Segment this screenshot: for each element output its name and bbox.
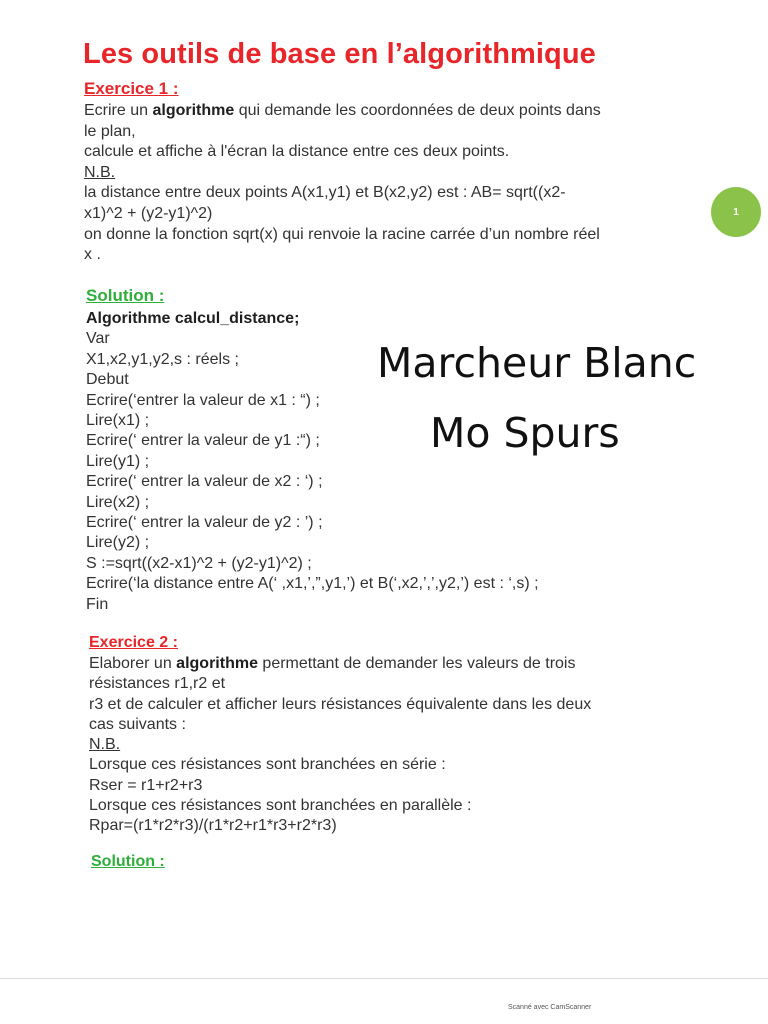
exercise-2-line-8: Lorsque ces résistances sont branchées en parallèle : — [89, 797, 472, 815]
exercise-2-heading: Exercice 2 : — [89, 634, 178, 651]
algorithm-name — [86, 309, 539, 329]
solution-1-heading: Solution : — [86, 286, 165, 305]
code-line: X1,x2,y1,y2,s : réels ; — [86, 350, 239, 368]
code-line: S :=sqrt((x2-x1)^2 + (y2-y1)^2) ; — [86, 554, 312, 572]
footer-divider — [0, 978, 768, 979]
overlay-text-line-1: Marcheur Blanc — [377, 339, 697, 387]
exercise-2-line-2: résistances r1,r2 et — [89, 675, 226, 693]
code-line: Var — [86, 330, 110, 348]
exercise-1-heading: Exercice 1 : — [84, 79, 179, 98]
code-line: Fin — [86, 595, 109, 613]
overlay-text-line-2: Mo Spurs — [430, 409, 620, 457]
code-line: Ecrire(‘la distance entre A(‘ ,x1,’,”,y1,’) et B(‘,x2,’,’,y2,’) est : ‘,s) ; — [86, 575, 539, 593]
nb-label: N.B. — [89, 736, 121, 754]
code-line: Lire(x1) ; — [86, 412, 150, 430]
exercise-2-line-6: Lorsque ces résistances sont branchées en série : — [89, 756, 446, 774]
exercise-1-line-8: x . — [84, 246, 101, 264]
code-line: Ecrire(‘ entrer la valeur de y2 : ’) ; — [86, 514, 323, 532]
exercise-2-line-3: r3 et de calculer et afficher leurs résistances équivalente dans les deux — [89, 695, 592, 713]
code-line: Ecrire(‘ entrer la valeur de x2 : ‘) ; — [86, 473, 323, 491]
exercise-1-line-6: x1)^2 + (y2-y1)^2) — [84, 204, 213, 222]
exercise-1-line-1 — [84, 101, 601, 122]
bold-keyword: algorithme — [152, 102, 235, 119]
code-line: Debut — [86, 371, 129, 389]
code-line: Lire(x2) ; — [86, 493, 150, 511]
nb-label: N.B. — [84, 163, 116, 181]
code-line: Lire(y1) ; — [86, 452, 150, 470]
text-segment: Elaborer un — [89, 655, 177, 672]
exercise-1-line-7: on donne la fonction sqrt(x) qui renvoie la racine carrée d’un nombre réel — [84, 225, 600, 243]
exercise-2-line-7: Rser = r1+r2+r3 — [89, 776, 203, 794]
code-line: Ecrire(‘entrer la valeur de x1 : “) ; — [86, 391, 320, 409]
bold-keyword: algorithme — [176, 655, 258, 672]
exercise-2-line-1 — [89, 654, 591, 674]
page-number-badge: 1 — [711, 187, 761, 237]
page-title: Les outils de base en l’algorithmique — [83, 38, 596, 70]
exercise-1-line-3: calcule et affiche à l'écran la distance entre ces deux points. — [84, 143, 510, 161]
exercise-2-statement — [89, 654, 591, 837]
text-segment: permettant de demander les valeurs de trois — [257, 655, 576, 672]
scanner-footer: Scanné avec CamScanner — [508, 1004, 592, 1011]
text-segment: Ecrire un — [84, 102, 153, 119]
code-line: Lire(y2) ; — [86, 534, 150, 552]
algorithm-name-text: Algorithme calcul_distance; — [86, 310, 300, 327]
exercise-1-statement — [84, 101, 601, 266]
solution-2-heading: Solution : — [91, 853, 165, 870]
exercise-2-line-4: cas suivants : — [89, 715, 186, 733]
exercise-1-line-5: la distance entre deux points A(x1,y1) et B(x2,y2) est : AB= sqrt((x2- — [84, 184, 566, 202]
text-segment: qui demande les coordonnées de deux points dans — [234, 102, 601, 119]
code-line: Ecrire(‘ entrer la valeur de y1 :“) ; — [86, 432, 320, 450]
exercise-1-line-2: le plan, — [84, 122, 136, 140]
exercise-2-line-9: Rpar=(r1*r2*r3)/(r1*r2+r1*r3+r2*r3) — [89, 817, 337, 835]
